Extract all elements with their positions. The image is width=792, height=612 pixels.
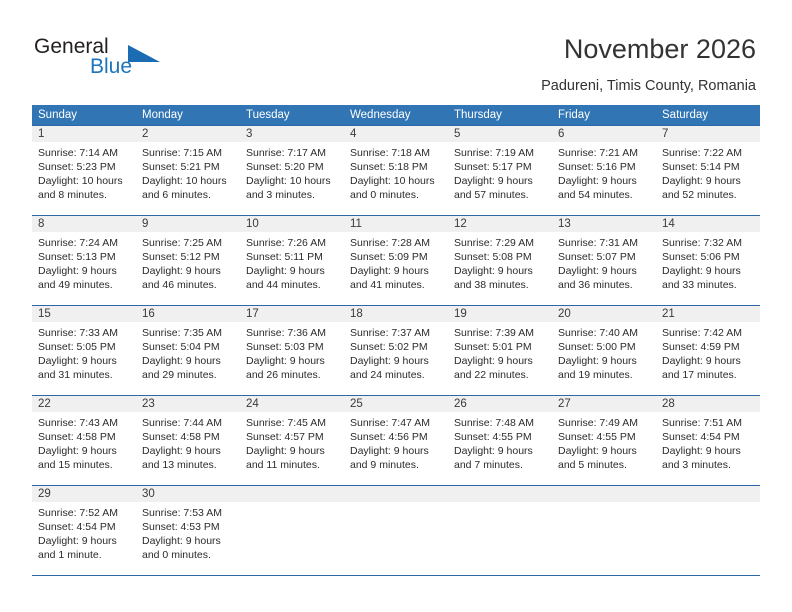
day-number: 18 <box>350 308 363 320</box>
sunset-text: Sunset: 5:08 PM <box>454 251 532 263</box>
day-number: 25 <box>350 398 363 410</box>
weekday-header-wednesday: Wednesday <box>350 109 411 121</box>
daylight-text: Daylight: 9 hours and 44 minutes. <box>246 265 325 291</box>
calendar-week-row <box>32 125 760 215</box>
sunset-text: Sunset: 4:54 PM <box>38 521 116 533</box>
sunrise-text: Sunrise: 7:39 AM <box>454 327 534 339</box>
sunset-text: Sunset: 5:00 PM <box>558 341 636 353</box>
sunset-text: Sunset: 5:05 PM <box>38 341 116 353</box>
sunset-text: Sunset: 4:54 PM <box>662 431 740 443</box>
daylight-text: Daylight: 9 hours and 13 minutes. <box>142 445 221 471</box>
day-number: 13 <box>558 218 571 230</box>
day-number <box>552 486 656 502</box>
day-cell <box>136 142 240 215</box>
day-number: 10 <box>246 218 259 230</box>
daylight-text: Daylight: 9 hours and 26 minutes. <box>246 355 325 381</box>
daylight-text: Daylight: 9 hours and 24 minutes. <box>350 355 429 381</box>
day-number: 29 <box>38 488 51 500</box>
week-daynumber-band <box>32 306 760 322</box>
daylight-text: Daylight: 9 hours and 31 minutes. <box>38 355 117 381</box>
day-number: 19 <box>454 308 467 320</box>
sunset-text: Sunset: 4:58 PM <box>38 431 116 443</box>
day-cell-empty <box>448 502 552 575</box>
week-detail-band <box>32 322 760 395</box>
logo-text-blue: Blue <box>90 55 133 78</box>
daylight-text: Daylight: 9 hours and 54 minutes. <box>558 175 637 201</box>
logo-text-general: General <box>34 35 109 58</box>
day-number: 26 <box>454 398 467 410</box>
day-number: 28 <box>662 398 675 410</box>
sunrise-text: Sunrise: 7:31 AM <box>558 237 638 249</box>
sunrise-text: Sunrise: 7:14 AM <box>38 147 118 159</box>
day-cell <box>448 322 552 395</box>
sunrise-text: Sunrise: 7:29 AM <box>454 237 534 249</box>
sunrise-text: Sunrise: 7:22 AM <box>662 147 742 159</box>
sunset-text: Sunset: 4:55 PM <box>558 431 636 443</box>
weekday-header-sunday: Sunday <box>38 109 78 121</box>
sunset-text: Sunset: 4:57 PM <box>246 431 324 443</box>
daylight-text: Daylight: 10 hours and 3 minutes. <box>246 175 331 201</box>
sunrise-text: Sunrise: 7:21 AM <box>558 147 638 159</box>
calendar-grid <box>32 105 760 576</box>
sunset-text: Sunset: 4:56 PM <box>350 431 428 443</box>
sunrise-text: Sunrise: 7:42 AM <box>662 327 742 339</box>
sunset-text: Sunset: 5:21 PM <box>142 161 220 173</box>
day-cell <box>32 232 136 305</box>
sunset-text: Sunset: 5:06 PM <box>662 251 740 263</box>
day-cell <box>32 502 136 575</box>
day-cell <box>344 142 448 215</box>
day-cell-empty <box>344 502 448 575</box>
sunrise-text: Sunrise: 7:40 AM <box>558 327 638 339</box>
day-cell-empty <box>552 502 656 575</box>
daylight-text: Daylight: 9 hours and 46 minutes. <box>142 265 221 291</box>
weekday-header-friday: Friday <box>558 109 590 121</box>
week-daynumber-band <box>32 396 760 412</box>
day-number: 21 <box>662 308 675 320</box>
sunset-text: Sunset: 5:02 PM <box>350 341 428 353</box>
daylight-text: Daylight: 9 hours and 7 minutes. <box>454 445 533 471</box>
day-cell <box>448 412 552 485</box>
day-cell <box>344 412 448 485</box>
logo-triangle-icon <box>128 45 160 62</box>
day-number: 9 <box>142 218 149 230</box>
daylight-text: Daylight: 9 hours and 5 minutes. <box>558 445 637 471</box>
sunrise-text: Sunrise: 7:35 AM <box>142 327 222 339</box>
daylight-text: Daylight: 9 hours and 57 minutes. <box>454 175 533 201</box>
daylight-text: Daylight: 10 hours and 6 minutes. <box>142 175 227 201</box>
sunrise-text: Sunrise: 7:45 AM <box>246 417 326 429</box>
sunrise-text: Sunrise: 7:52 AM <box>38 507 118 519</box>
sunrise-text: Sunrise: 7:37 AM <box>350 327 430 339</box>
sunrise-text: Sunrise: 7:15 AM <box>142 147 222 159</box>
day-cell <box>344 232 448 305</box>
day-number: 23 <box>142 398 155 410</box>
sunset-text: Sunset: 5:17 PM <box>454 161 532 173</box>
sunset-text: Sunset: 5:11 PM <box>246 251 323 263</box>
day-cell <box>136 412 240 485</box>
day-cell <box>32 322 136 395</box>
sunset-text: Sunset: 5:01 PM <box>454 341 532 353</box>
sunrise-text: Sunrise: 7:24 AM <box>38 237 118 249</box>
sunset-text: Sunset: 5:16 PM <box>558 161 636 173</box>
calendar-week-row <box>32 215 760 305</box>
day-number: 3 <box>246 128 253 140</box>
daylight-text: Daylight: 9 hours and 33 minutes. <box>662 265 741 291</box>
sunrise-text: Sunrise: 7:53 AM <box>142 507 222 519</box>
sunset-text: Sunset: 4:55 PM <box>454 431 532 443</box>
general-blue-logo <box>34 36 214 84</box>
daylight-text: Daylight: 10 hours and 8 minutes. <box>38 175 123 201</box>
day-cell <box>656 322 760 395</box>
weekday-header-saturday: Saturday <box>662 109 709 121</box>
sunset-text: Sunset: 5:03 PM <box>246 341 324 353</box>
weekday-header-thursday: Thursday <box>454 109 502 121</box>
day-number <box>240 486 344 502</box>
daylight-text: Daylight: 9 hours and 22 minutes. <box>454 355 533 381</box>
day-cell <box>344 322 448 395</box>
day-cell <box>240 232 344 305</box>
sunrise-text: Sunrise: 7:44 AM <box>142 417 222 429</box>
sunrise-text: Sunrise: 7:26 AM <box>246 237 326 249</box>
sunset-text: Sunset: 5:04 PM <box>142 341 220 353</box>
week-detail-band <box>32 232 760 305</box>
day-number: 15 <box>38 308 51 320</box>
sunset-text: Sunset: 5:20 PM <box>246 161 324 173</box>
daylight-text: Daylight: 9 hours and 49 minutes. <box>38 265 117 291</box>
day-cell <box>656 232 760 305</box>
daylight-text: Daylight: 9 hours and 15 minutes. <box>38 445 117 471</box>
calendar-week-row <box>32 395 760 485</box>
day-number: 14 <box>662 218 675 230</box>
sunset-text: Sunset: 5:18 PM <box>350 161 428 173</box>
day-number: 30 <box>142 488 155 500</box>
week-detail-band <box>32 412 760 485</box>
day-cell <box>240 322 344 395</box>
weekday-header-monday: Monday <box>142 109 183 121</box>
sunset-text: Sunset: 4:53 PM <box>142 521 220 533</box>
sunset-text: Sunset: 5:07 PM <box>558 251 636 263</box>
day-cell <box>552 142 656 215</box>
daylight-text: Daylight: 9 hours and 17 minutes. <box>662 355 741 381</box>
sunrise-text: Sunrise: 7:47 AM <box>350 417 430 429</box>
day-number: 4 <box>350 128 357 140</box>
sunrise-text: Sunrise: 7:18 AM <box>350 147 430 159</box>
day-cell <box>240 142 344 215</box>
week-daynumber-band <box>32 216 760 232</box>
week-daynumber-band <box>32 486 760 502</box>
day-cell <box>552 232 656 305</box>
week-daynumber-band <box>32 126 760 142</box>
day-number: 8 <box>38 218 45 230</box>
daylight-text: Daylight: 9 hours and 1 minute. <box>38 535 117 561</box>
sunset-text: Sunset: 4:58 PM <box>142 431 220 443</box>
page-title: November 2026 <box>563 34 756 64</box>
day-number: 7 <box>662 128 669 140</box>
daylight-text: Daylight: 9 hours and 38 minutes. <box>454 265 533 291</box>
sunrise-text: Sunrise: 7:43 AM <box>38 417 118 429</box>
day-number: 27 <box>558 398 571 410</box>
day-number <box>344 486 448 502</box>
day-number: 22 <box>38 398 51 410</box>
weekday-header-row <box>32 105 760 125</box>
day-cell <box>136 322 240 395</box>
sunrise-text: Sunrise: 7:25 AM <box>142 237 222 249</box>
sunrise-text: Sunrise: 7:48 AM <box>454 417 534 429</box>
day-cell-empty <box>656 502 760 575</box>
daylight-text: Daylight: 9 hours and 36 minutes. <box>558 265 637 291</box>
day-number: 2 <box>142 128 149 140</box>
day-cell <box>448 232 552 305</box>
page-subtitle: Padureni, Timis County, Romania <box>541 78 756 94</box>
week-detail-band <box>32 502 760 575</box>
calendar-week-row <box>32 485 760 576</box>
day-cell <box>448 142 552 215</box>
sunrise-text: Sunrise: 7:28 AM <box>350 237 430 249</box>
daylight-text: Daylight: 9 hours and 11 minutes. <box>246 445 325 471</box>
day-cell <box>136 502 240 575</box>
daylight-text: Daylight: 9 hours and 0 minutes. <box>142 535 221 561</box>
day-number: 24 <box>246 398 259 410</box>
day-number <box>448 486 552 502</box>
day-cell <box>656 412 760 485</box>
sunrise-text: Sunrise: 7:49 AM <box>558 417 638 429</box>
day-number: 20 <box>558 308 571 320</box>
day-cell <box>240 412 344 485</box>
day-number: 16 <box>142 308 155 320</box>
daylight-text: Daylight: 9 hours and 9 minutes. <box>350 445 429 471</box>
sunset-text: Sunset: 5:14 PM <box>662 161 740 173</box>
day-number: 11 <box>350 218 362 230</box>
day-cell <box>136 232 240 305</box>
day-number: 12 <box>454 218 467 230</box>
sunrise-text: Sunrise: 7:33 AM <box>38 327 118 339</box>
daylight-text: Daylight: 9 hours and 19 minutes. <box>558 355 637 381</box>
sunrise-text: Sunrise: 7:51 AM <box>662 417 742 429</box>
day-cell <box>552 412 656 485</box>
daylight-text: Daylight: 10 hours and 0 minutes. <box>350 175 435 201</box>
daylight-text: Daylight: 9 hours and 3 minutes. <box>662 445 741 471</box>
calendar-week-row <box>32 305 760 395</box>
day-cell <box>552 322 656 395</box>
sunset-text: Sunset: 5:09 PM <box>350 251 428 263</box>
day-number: 1 <box>38 128 45 140</box>
day-number: 6 <box>558 128 565 140</box>
sunrise-text: Sunrise: 7:36 AM <box>246 327 326 339</box>
day-number: 17 <box>246 308 259 320</box>
sunrise-text: Sunrise: 7:19 AM <box>454 147 534 159</box>
week-detail-band <box>32 142 760 215</box>
sunset-text: Sunset: 5:13 PM <box>38 251 116 263</box>
sunset-text: Sunset: 4:59 PM <box>662 341 740 353</box>
day-cell <box>656 142 760 215</box>
day-cell <box>32 142 136 215</box>
day-number: 5 <box>454 128 461 140</box>
weekday-header-tuesday: Tuesday <box>246 109 290 121</box>
day-cell-empty <box>240 502 344 575</box>
sunrise-text: Sunrise: 7:32 AM <box>662 237 742 249</box>
day-cell <box>32 412 136 485</box>
sunset-text: Sunset: 5:12 PM <box>142 251 220 263</box>
daylight-text: Daylight: 9 hours and 29 minutes. <box>142 355 221 381</box>
day-number <box>656 486 760 502</box>
sunset-text: Sunset: 5:23 PM <box>38 161 116 173</box>
sunrise-text: Sunrise: 7:17 AM <box>246 147 326 159</box>
daylight-text: Daylight: 9 hours and 41 minutes. <box>350 265 429 291</box>
page-header <box>0 0 792 100</box>
daylight-text: Daylight: 9 hours and 52 minutes. <box>662 175 741 201</box>
